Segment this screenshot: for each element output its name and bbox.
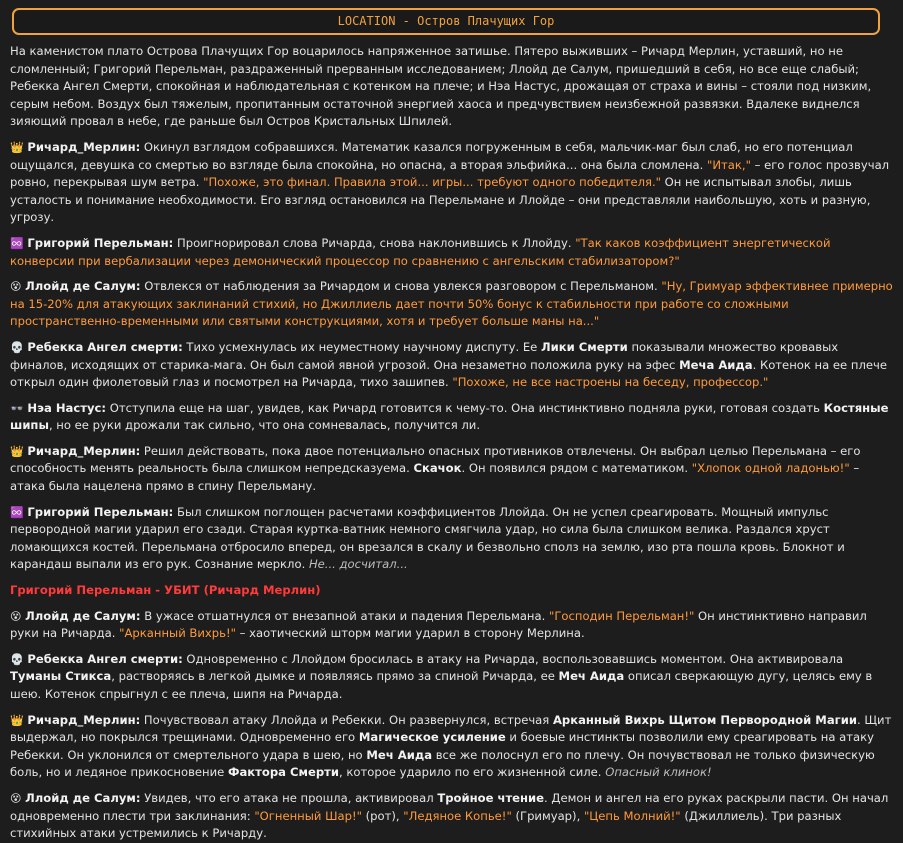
dialogue-quote: "Ледяное Копье!" <box>403 808 512 823</box>
weapon-name: Меч Аида <box>366 747 433 762</box>
inner-thought: Не... досчитал... <box>308 557 408 572</box>
speaker-name: Ллойд де Салум: <box>25 790 141 805</box>
dialogue-quote: "Ну, Гримуар эффективнее примерно на 15-20% для атакующих заклинаний стихий, но Джиллиель дает почти 50% бонус к стабильности при работе со сложными пространственно-временными или святыми конструкциями, хотя и требует больше маны на..." <box>10 279 893 329</box>
speaker-name: Григорий Перельман: <box>27 504 174 519</box>
message-richard-2: 👑 Ричард_Мерлин: Решил действовать, пока двое потенциально опасных противников отвлечены. Он выбрал целью Перельмана – его способность менять реальность была слишком непредсказуема. Скачок. Он появился рядом с математиком. "Хлопок одной ладонью!" – атака была нацелена прямо в спину Перельману. <box>10 443 861 494</box>
infinity-icon: ♾️ <box>10 236 24 250</box>
ability-name: Костяные шипы <box>10 400 889 433</box>
skull-icon: 💀 <box>10 652 24 666</box>
glasses-icon: 👓 <box>10 401 24 415</box>
dialogue-quote: "Огненный Шар!" <box>254 808 362 823</box>
message-lloyd-2: 😵 Ллойд де Салум: В ужасе отшатнулся от внезапной атаки и падения Перельмана. "Господин Перельман!" Он инстинктивно направил руки на Ричарда. "Арканный Вихрь!" – хаотический шторм магии ударил в сторону Мерлина. <box>10 608 867 641</box>
weapon-name: Меча Аида <box>679 357 753 372</box>
dialogue-quote: "Арканный Вихрь!" <box>119 626 236 641</box>
dizzy-face-icon: 😵 <box>10 609 22 623</box>
location-banner: LOCATION - Остров Плачущих Гор <box>12 8 880 35</box>
ability-name: Лики Смерти <box>541 339 628 354</box>
kill-notice: Григорий Перельман - УБИТ (Ричард Мерлин) <box>10 583 321 598</box>
dialogue-quote: "Хлопок одной ладонью!" <box>691 461 850 476</box>
message-lloyd-1: 😵 Ллойд де Салум: Отвлекся от наблюдения за Ричардом и снова увлекся разговором с Перельманом. "Ну, Гримуар эффективнее примерно на 15-20% для атакующих заклинаний стихий, но Джиллиель дает почти 50% бонус к стабильности при работе со сложными пространственно-временными или святыми конструкциями, хотя и требует больше маны на..." <box>10 279 893 329</box>
message-perelman-1: ♾️ Григорий Перельман: Проигнорировал слова Ричарда, снова наклонившись к Ллойду. "Так каков коэффициент энергетической конверсии при вербализации через демонический процессор по сравнению с ангельским стабилизатором?" <box>10 235 831 268</box>
ability-name: Туманы Стикса <box>10 669 112 684</box>
ability-name: Тройное чтение <box>437 790 545 805</box>
speaker-name: Ллойд де Салум: <box>25 608 141 623</box>
skull-icon: 💀 <box>10 340 24 354</box>
speaker-name: Ричард_Мерлин: <box>27 443 141 458</box>
speaker-name: Нэа Настус: <box>27 400 107 415</box>
inner-thought: Опасный клинок! <box>605 765 712 780</box>
dialogue-quote: "Так каков коэффициент энергетической конверсии при вербализации через демонический процессор по сравнению с ангельским стабилизатором?" <box>10 235 831 268</box>
message-richard-3: 👑 Ричард_Мерлин: Почувствовал атаку Ллойда и Ребекки. Он развернулся, встречая Арканный Вихрь Щитом Первородной Магии. Щит выдержал, но покрылся трещинами. Одновременно его Магическое усиление и боевые инстинкты позволили ему среагировать на атаку Ребекки. Он уклонился от смертельного удара в шею, но Меч Аида все же полоснул его по плечу. Он почувствовал не только физическую боль, но и ледяное прикосновение Фактора Смерти, которое ударило по его жизненной силе. Опасный клинок! <box>10 712 892 780</box>
message-rebecca-2: 💀 Ребекка Ангел смерти: Одновременно с Ллойдом бросилась в атаку на Ричарда, воспользовавшись моментом. Она активировала Туманы Стикса, растворяясь в легкой дымке и появляясь прямо за спиной Ричарда, ее Меч Аида описал сверкающую дугу, целясь ему в шею. Котенок спрыгнул с ее плеча, шипя на Ричарда. <box>10 651 873 701</box>
crown-icon: 👑 <box>10 713 24 727</box>
ability-name: Скачок <box>413 461 462 476</box>
ability-name: Фактора Смерти <box>227 765 340 780</box>
speaker-name: Ричард_Мерлин: <box>27 712 141 727</box>
narration-intro: На каменистом плато Острова Плачущих Гор воцарилось напряженное затишье. Пятеро выживших – Ричард Мерлин, уставший, но не сломленный; Григорий Перельман, раздраженный прерванным исследованием; Ллойд де Салум, пришедший в себя, но все еще слабый; Ребекка Ангел Смерти, спокойная и наблюдательная с котенком на плече; и Нэа Настус, дрожащая от страха и вины – стояли под низким, серым небом. Воздух был тяжелым, пропитанным остаточной энергией хаоса и предчувствием неизбежной развязки. Вдалеке виднелся зияющий провал в небе, где раньше был Остров Кристальных Шпилей. <box>10 44 872 129</box>
dialogue-quote: "Цепь Молний!" <box>583 808 681 823</box>
infinity-icon: ♾️ <box>10 505 24 519</box>
speaker-name: Григорий Перельман: <box>27 235 174 250</box>
message-perelman-2: ♾️ Григорий Перельман: Был слишком поглощен расчетами коэффициентов Ллойда. Он не успел среагировать. Мощный импульс первородной магии ударил его сзади. Старая куртка-ватник немного смягчила удар, но сила была слишком велика. Раздался хруст ломающихся костей. Перельмана отбросило вперед, он врезался в скалу и безвольно сполз на землю, изо рта пошла кровь. Блокнот и карандаш выпали из его рук. Сознание меркло. Не... досчитал... <box>10 504 845 572</box>
speaker-name: Ребекка Ангел смерти: <box>27 651 183 666</box>
dizzy-face-icon: 😵 <box>10 791 22 805</box>
ability-name: Магическое усиление <box>358 730 506 745</box>
weapon-name: Меч Аида <box>558 669 625 684</box>
crown-icon: 👑 <box>10 444 24 458</box>
message-nea-1: 👓 Нэа Настус: Отступила еще на шаг, увидев, как Ричард готовится к чему-то. Она инстинктивно подняла руки, готовая создать Костяные шипы, но ее руки дрожали так сильно, что она сомневалась, получится ли. <box>10 400 889 433</box>
message-rebecca-1: 💀 Ребекка Ангел смерти: Тихо усмехнулась их неуместному научному диспуту. Ее Лики Смерти показывали множество кровавых финалов, исходящих от старика-мага. Он был самой явной угрозой. Она незаметно положила руку на эфес Меча Аида. Котенок на ее плече открыл один фиолетовый глаз и посмотрел на Ричарда, тихо зашипев. "Похоже, не все настроены на беседу, профессор." <box>10 339 887 390</box>
ability-name: Арканный Вихрь Щитом Первородной Магии <box>552 712 857 727</box>
speaker-name: Ллойд де Салум: <box>25 279 141 294</box>
crown-icon: 👑 <box>10 140 24 154</box>
speaker-name: Ребекка Ангел смерти: <box>27 339 183 354</box>
speaker-name: Ричард_Мерлин: <box>27 139 141 154</box>
dialogue-quote: "Похоже, это финал. Правила этой... игры... требуют одного победителя." <box>203 175 661 190</box>
dialogue-quote: "Итак," <box>707 157 751 172</box>
dizzy-face-icon: 😵 <box>10 280 22 294</box>
dialogue-quote: "Похоже, не все настроены на беседу, профессор." <box>452 375 769 390</box>
message-richard-1: 👑 Ричард_Мерлин: Окинул взглядом собравшихся. Математик казался погруженным в себя, мальчик-маг был слаб, но его потенциал ощущался, девушка со смертью во взгляде была спокойна, но опасна, а вторая эльфийка... она была сломлена. "Итак," – его голос прозвучал ровно, перекрывая шум ветра. "Похоже, это финал. Правила этой... игры... требуют одного победителя." Он не испытывал злобы, лишь усталость и понимание необходимости. Его взгляд остановился на Перельмане и Ллойде – они представляли наибольшую, хоть и разную, угрозу. <box>10 139 890 225</box>
dialogue-quote: "Господин Перельман!" <box>549 608 695 623</box>
message-lloyd-3: 😵 Ллойд де Салум: Увидев, что его атака не прошла, активировал Тройное чтение. Демон и ангел на его руках раскрыли пасти. Он начал одновременно плести три заклинания: "Огненный Шар!" (рот), "Ледяное Копье!" (Гримуар), "Цепь Молний!" (Джиллиель). Три разных стихийных атаки устремились к Ричарду. <box>10 790 889 841</box>
